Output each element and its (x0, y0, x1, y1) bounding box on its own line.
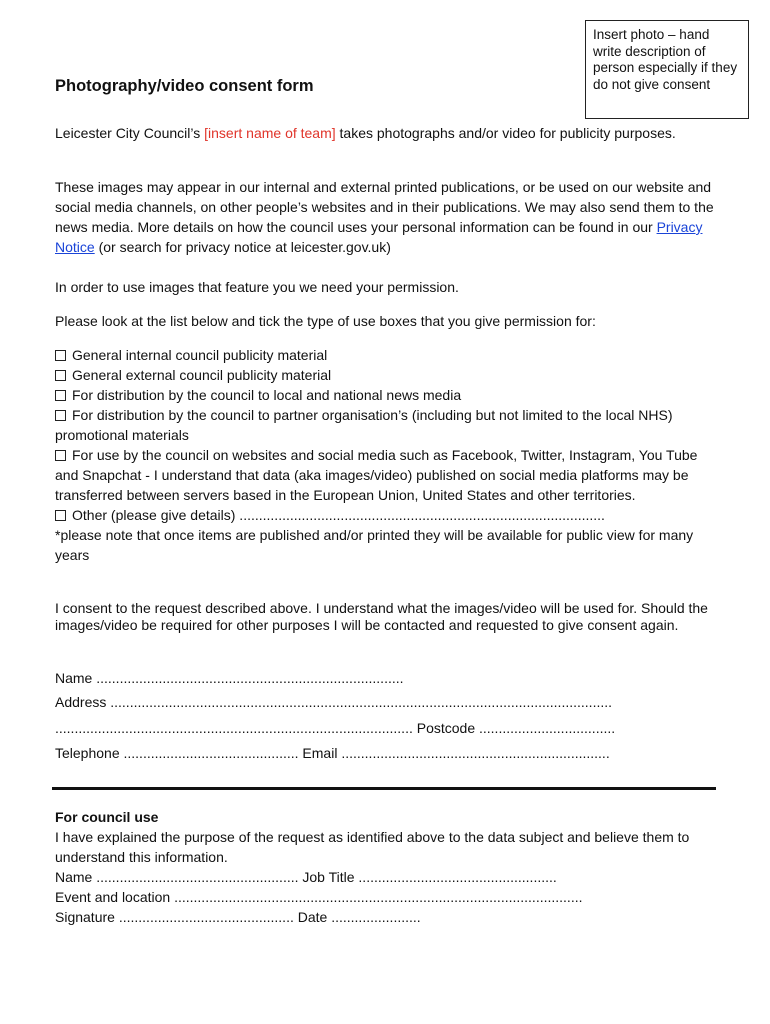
intro-text-before: Leicester City Council’s (55, 125, 205, 141)
telephone-email-field[interactable]: Telephone ............................................. Email ..................................................................... (55, 745, 610, 761)
council-signature-date-field[interactable]: Signature ............................................. Date ....................... (55, 909, 421, 925)
option-external-publicity (55, 365, 715, 385)
checkbox[interactable] (55, 450, 66, 461)
consent-statement: I consent to the request described above. I understand what the images/video will be used for. Should the images/video be required for other purposes I will be contacted and requested to give consent again. (55, 600, 708, 633)
usage-paragraph (55, 177, 715, 257)
address-postcode-field[interactable]: ............................................................................................ Postcode ................................... (55, 720, 616, 736)
option-internal-publicity (55, 345, 715, 365)
option-partner-organisations (55, 405, 715, 445)
checkbox[interactable] (55, 390, 66, 401)
option-label: For distribution by the council to partner organisation’s (including but not limited to the local NHS) promotional materials (55, 407, 673, 443)
checkbox[interactable] (55, 510, 66, 521)
council-use-text: I have explained the purpose of the request as identified above to the data subject and believe them to understand this information. (55, 829, 690, 865)
option-label: General internal council publicity material (72, 347, 328, 363)
option-label: For use by the council on websites and social media such as Facebook, Twitter, Instagram, You Tube and Snapchat - I understand that data (aka images/video) published on social media platforms may be transferred between servers based in the European Union, United States and other territories. (55, 447, 698, 503)
photo-placeholder-text: Insert photo – hand write description of person especially if they do not give consent (593, 27, 738, 92)
council-event-location-field[interactable]: Event and location ......................................................................................................... (55, 889, 583, 905)
address-field[interactable]: Address ................................................................................................................................. (55, 694, 613, 710)
photo-placeholder-box (585, 20, 749, 119)
intro-text-after: takes photographs and/or video for publicity purposes. (335, 125, 676, 141)
usage-text-after: (or search for privacy notice at leicester.gov.uk) (94, 239, 391, 255)
usage-text-before: These images may appear in our internal and external printed publications, or be used on our website and social media channels, on other people’s websites and in their publications. We may also send them to the news media. More details on how the council uses your personal information can be found in our (55, 179, 714, 235)
options-list (55, 345, 715, 565)
checkbox[interactable] (55, 370, 66, 381)
section-divider (52, 787, 716, 790)
council-use-section (55, 807, 715, 927)
team-name-placeholder: [insert name of team] (204, 125, 336, 141)
option-label: Other (please give details) .............................................................................................. (72, 507, 605, 523)
council-name-jobtitle-field[interactable]: Name .................................................... Job Title ................................................... (55, 869, 557, 885)
page-title: Photography/video consent form (55, 77, 314, 95)
checkbox[interactable] (55, 350, 66, 361)
checkbox[interactable] (55, 410, 66, 421)
intro-paragraph (55, 123, 715, 143)
option-news-media (55, 385, 715, 405)
instruction-line: Please look at the list below and tick the type of use boxes that you give permission for: (55, 313, 596, 329)
option-label: For distribution by the council to local and national news media (72, 387, 462, 403)
permission-line: In order to use images that feature you we need your permission. (55, 279, 459, 295)
publication-note: *please note that once items are published and/or printed they will be available for public view for many years (55, 527, 694, 563)
option-websites-social-media (55, 445, 715, 505)
option-other (55, 505, 715, 525)
council-use-heading: For council use (55, 809, 159, 825)
privacy-notice-link[interactable]: Privacy Notice (55, 219, 703, 255)
option-label: General external council publicity material (72, 367, 332, 383)
name-field[interactable]: Name ............................................................................... (55, 670, 404, 686)
